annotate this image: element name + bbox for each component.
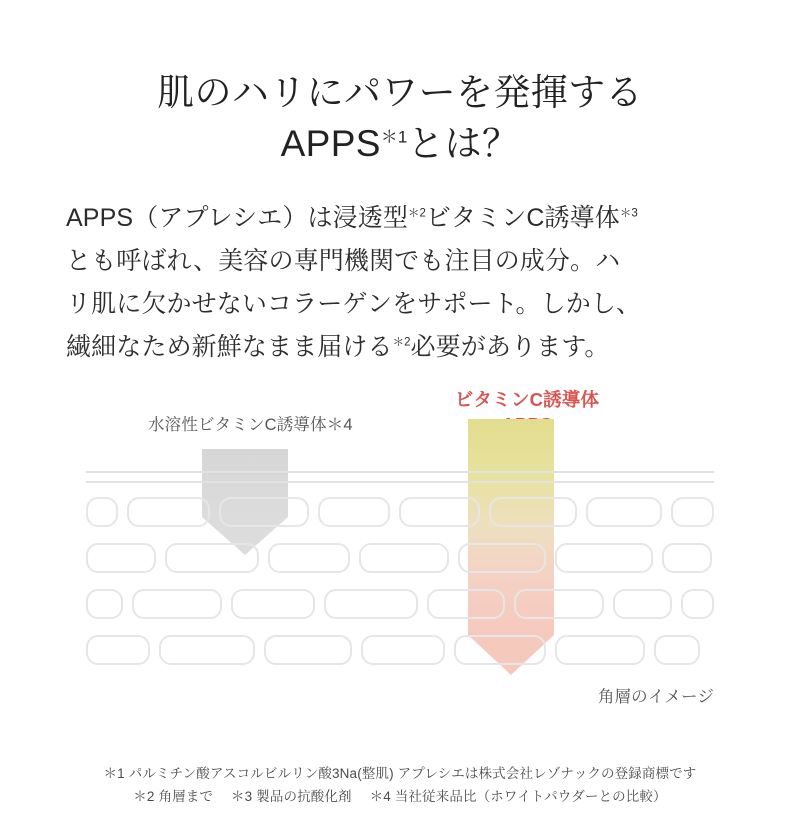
body-copy-footnote-marker-2b: ＊2 xyxy=(392,336,411,349)
body-copy-footnote-marker-2: ＊2 xyxy=(407,207,426,220)
skin-cell xyxy=(86,589,123,619)
body-copy-footnote-marker-3: ＊3 xyxy=(619,207,638,220)
skin-cell xyxy=(264,635,352,665)
skin-cell xyxy=(86,635,150,665)
skin-cell-row xyxy=(86,589,714,619)
skin-cell xyxy=(359,543,449,573)
skin-cell xyxy=(681,589,714,619)
skin-cell xyxy=(268,543,350,573)
page-title-tail: とは？ xyxy=(407,122,520,164)
skin-surface-line xyxy=(86,471,714,473)
skin-cell xyxy=(555,543,653,573)
footnote-row-2 xyxy=(0,785,800,809)
skin-cell-row xyxy=(86,635,714,665)
skin-surface-line-2 xyxy=(86,481,714,483)
page-title-line-2 xyxy=(0,118,800,169)
skin-cell xyxy=(361,635,445,665)
stratum-corneum-illustration xyxy=(86,471,714,677)
body-copy-line-4 xyxy=(66,326,734,369)
page-title-apps: APPS xyxy=(280,122,381,164)
body-copy-line-1-b: ビタミンC誘導体 xyxy=(425,203,620,232)
page-title-line-1: 肌のハリにパワーを発揮する xyxy=(157,71,643,113)
skin-cell xyxy=(427,589,505,619)
infographic-page xyxy=(0,25,800,825)
skin-cell xyxy=(613,589,672,619)
skin-cell xyxy=(165,543,259,573)
page-title-footnote-marker: ＊1 xyxy=(380,127,408,147)
skin-cell xyxy=(86,543,156,573)
body-copy-line-2: とも呼ばれ、美容の専門機関でも注目の成分。ハ xyxy=(66,246,621,275)
skin-cell xyxy=(127,497,210,527)
skin-cell xyxy=(318,497,390,527)
body-copy-line-1 xyxy=(66,197,734,240)
footnote-1: ＊1 パルミチン酸アスコルビルリン酸3Na(整肌) アプレシエは株式会社レゾナックの登録商標です xyxy=(103,765,697,781)
diagram-label-water-soluble: 水溶性ビタミンC誘導体＊4 xyxy=(148,415,353,434)
skin-cell-row xyxy=(86,543,714,573)
body-copy-line-4-a: 繊細なため新鮮なまま届ける xyxy=(66,332,393,361)
skin-cell xyxy=(132,589,222,619)
skin-cell xyxy=(159,635,255,665)
skin-cell xyxy=(514,589,604,619)
diagram-caption: 角層のイメージ xyxy=(597,687,714,706)
body-copy-line-3: リ肌に欠かせないコラーゲンをサポート。しかし、 xyxy=(66,289,642,318)
skin-cell xyxy=(662,543,712,573)
footnotes xyxy=(0,762,800,809)
skin-cell xyxy=(671,497,714,527)
skin-cell xyxy=(454,635,546,665)
skin-cell xyxy=(86,497,118,527)
skin-cell xyxy=(231,589,315,619)
page-title xyxy=(0,25,800,169)
skin-cell xyxy=(586,497,661,527)
skin-cell-row xyxy=(86,497,714,527)
skin-cell xyxy=(489,497,577,527)
penetration-diagram xyxy=(0,383,800,713)
skin-cell xyxy=(458,543,546,573)
skin-cell xyxy=(219,497,309,527)
skin-cell xyxy=(555,635,645,665)
skin-cell xyxy=(324,589,418,619)
body-copy-line-1-a: APPS（アプレシエ）は浸透型 xyxy=(66,203,408,232)
footnote-4: ＊4 当社従来品比（ホワイトパウダーとの比較） xyxy=(369,789,667,805)
footnote-3: ＊3 製品の抗酸化剤 xyxy=(231,789,352,805)
skin-cell xyxy=(399,497,480,527)
body-copy-line-4-b: 必要があります。 xyxy=(410,332,610,361)
body-copy xyxy=(0,197,800,369)
footnote-2: ＊2 角層まで xyxy=(133,789,214,805)
skin-cell xyxy=(654,635,700,665)
diagram-label-apps-line-1: ビタミンC誘導体 xyxy=(454,388,600,410)
